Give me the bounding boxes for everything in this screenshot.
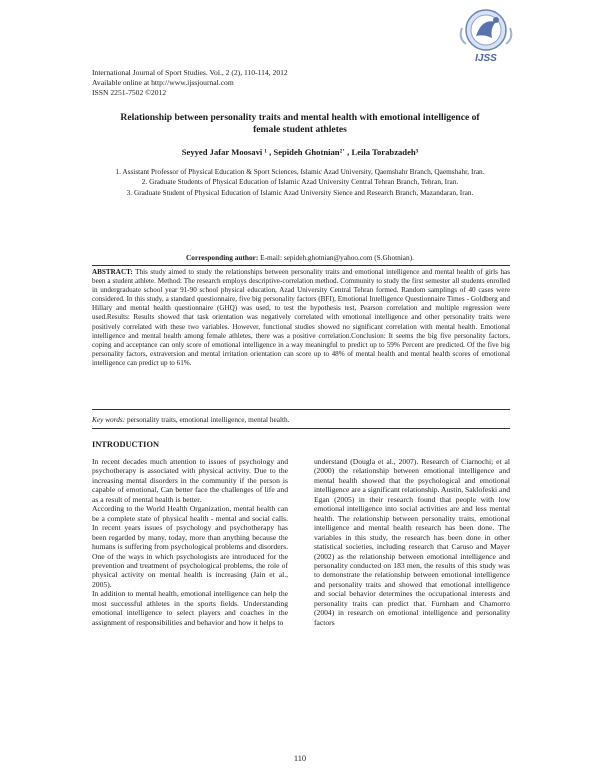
journal-issn: ISSN 2251-7502 ©2012	[92, 88, 167, 97]
paper-title	[80, 112, 520, 136]
abstract-text: This study aimed to study the relationships between personality traits and emotional intelligence and mental health of girls has been a student athlete. Method: The research employs descriptive-correlation method. Community to study the first semester all students enrolled in undergraduate school year 91-90 school physical education, Azad University Central Tehran formed. Random samplings of 40 cases were considered. In this study, a standard questionnaire, five big personality factors (BFI), Emotional Intelligence Questionnaire Times - Goldberg and Hillary and mental health questionnaire (GHQ) was used, to test the hypothesis test, Pearson correlation and multiple regression were used.Results: Results showed that task orientation was negatively correlated with emotional intelligence and other personality traits were positively correlated with these two variables. However, functional studies showed no significant correlation with mental health. Emotional intelligence and mental health among female athletes, there was a positive correlation.Conclusion: It seems the big five personality factors, coping and acceptance can only score of emotional intelligence in a way meaningful to predict up to 59% Percent are predicted. Of the five big personality factors, extraversion and mental irritation orientation can score up to 48% of mental health and mental health scores of emotional intelligence can predict up to 61%.	[92, 268, 510, 367]
affiliation-2: 2. Graduate Students of Physical Education of Islamic Azad University Central Tehran Branch, Tehran, Iran.	[141, 177, 459, 187]
corresponding-author	[104, 253, 496, 262]
keywords-label: Key words:	[92, 415, 126, 424]
corresponding-email: E-mail: sepideh.ghotnian@yahoo.com (S.Ghotnian).	[258, 253, 414, 262]
author-list: Seyyed Jafar Moosavi ¹ , Sepideh Ghotnian²˙ , Leila Torabzadeh³	[181, 147, 419, 157]
affiliation-1: 1. Assistant Professor of Physical Education & Sport Sciences, Islamic Azad University, Qaemshahr Branch, Qaemshahr, Iran.	[115, 167, 485, 176]
journal-url: Available online at http://www.ijssjournal.com	[92, 78, 234, 87]
paragraph: According to the World Health Organization, mental health can be a complete state of physical health - mental and social calls. In recent years issues of psychology and psychotherapy has been regarded by many, today, more than anything because the humans is suffering from psychological problems and disorders. One of the ways in which psychologists are introduced for the prevention and treatment of psychological problems, the role of physical activity on mental health is increasing (Jain et al., 2005).	[92, 504, 288, 589]
journal-logo	[452, 8, 518, 64]
svg-text:IJSS: IJSS	[475, 53, 497, 64]
title-line-2: female student athletes	[253, 124, 347, 135]
section-heading-introduction: INTRODUCTION	[92, 440, 160, 449]
affiliation-3: 3. Graduate Student of Physical Education of Islamic Azad University Sience and Research Branch, Mazandaran, Iran.	[126, 187, 474, 197]
journal-info	[92, 68, 288, 98]
title-line-1: Relationship between personality traits and mental health with emotional intelligence of	[120, 112, 480, 123]
corresponding-label: Corresponding author:	[186, 253, 259, 262]
abstract-top-rule	[92, 265, 510, 266]
paragraph: In recent decades much attention to issues of psychology and psychotherapy is associated with physical activity. Due to the increasing mental disorders in the community if the person is capable of emotional, Can better face the challenges of life and as a result of mental health is better.	[92, 457, 288, 504]
page-number: 110	[293, 754, 307, 763]
paragraph: understand (Dougla et al., 2007). Research of Ciarnochi; et al (2000) the relationship between emotional intelligence and mental health showed that the psychological and emotional intelligence are a significant relationship. Austin, Saklofeski and Egan (2005) in their research found that people with low emotional intelligence into social activities are and less mental health. The relationship between personality traits, emotional intelligence and mental health research has been done. The variables in this study, the research has been done in other statistical societies, including research that Caruso and Mayer (2002) as the relationship between emotional intelligence and personality conducted on 183 men, the results of this study was to demonstrate the relationship between emotional intelligence and personality traits and showed that emotional intelligence and social behavior determines the occupational interests and personality traits can predict that. Furnham and Chamorro (2004) in research on emotional intelligence and personality factors	[314, 457, 510, 627]
body-column-right	[314, 457, 510, 627]
body-column-left	[92, 457, 288, 627]
journal-citation: International Journal of Sport Studies. Vol., 2 (2), 110-114, 2012	[92, 68, 288, 77]
keywords-text: personality traits, emotional intelligence, mental health.	[125, 415, 290, 424]
keywords-bottom-rule	[92, 428, 510, 429]
abstract-label: ABSTRACT:	[92, 268, 133, 276]
keywords	[92, 415, 510, 424]
abstract	[92, 268, 510, 368]
abstract-bottom-rule	[92, 409, 510, 410]
affiliations	[104, 167, 496, 198]
paragraph: In addition to mental health, emotional intelligence can help the most successful athletes in the sports fields. Understanding emotional intelligence to select players and coaches in the assignment of responsibilities and behavior and how it helps to	[92, 589, 288, 627]
